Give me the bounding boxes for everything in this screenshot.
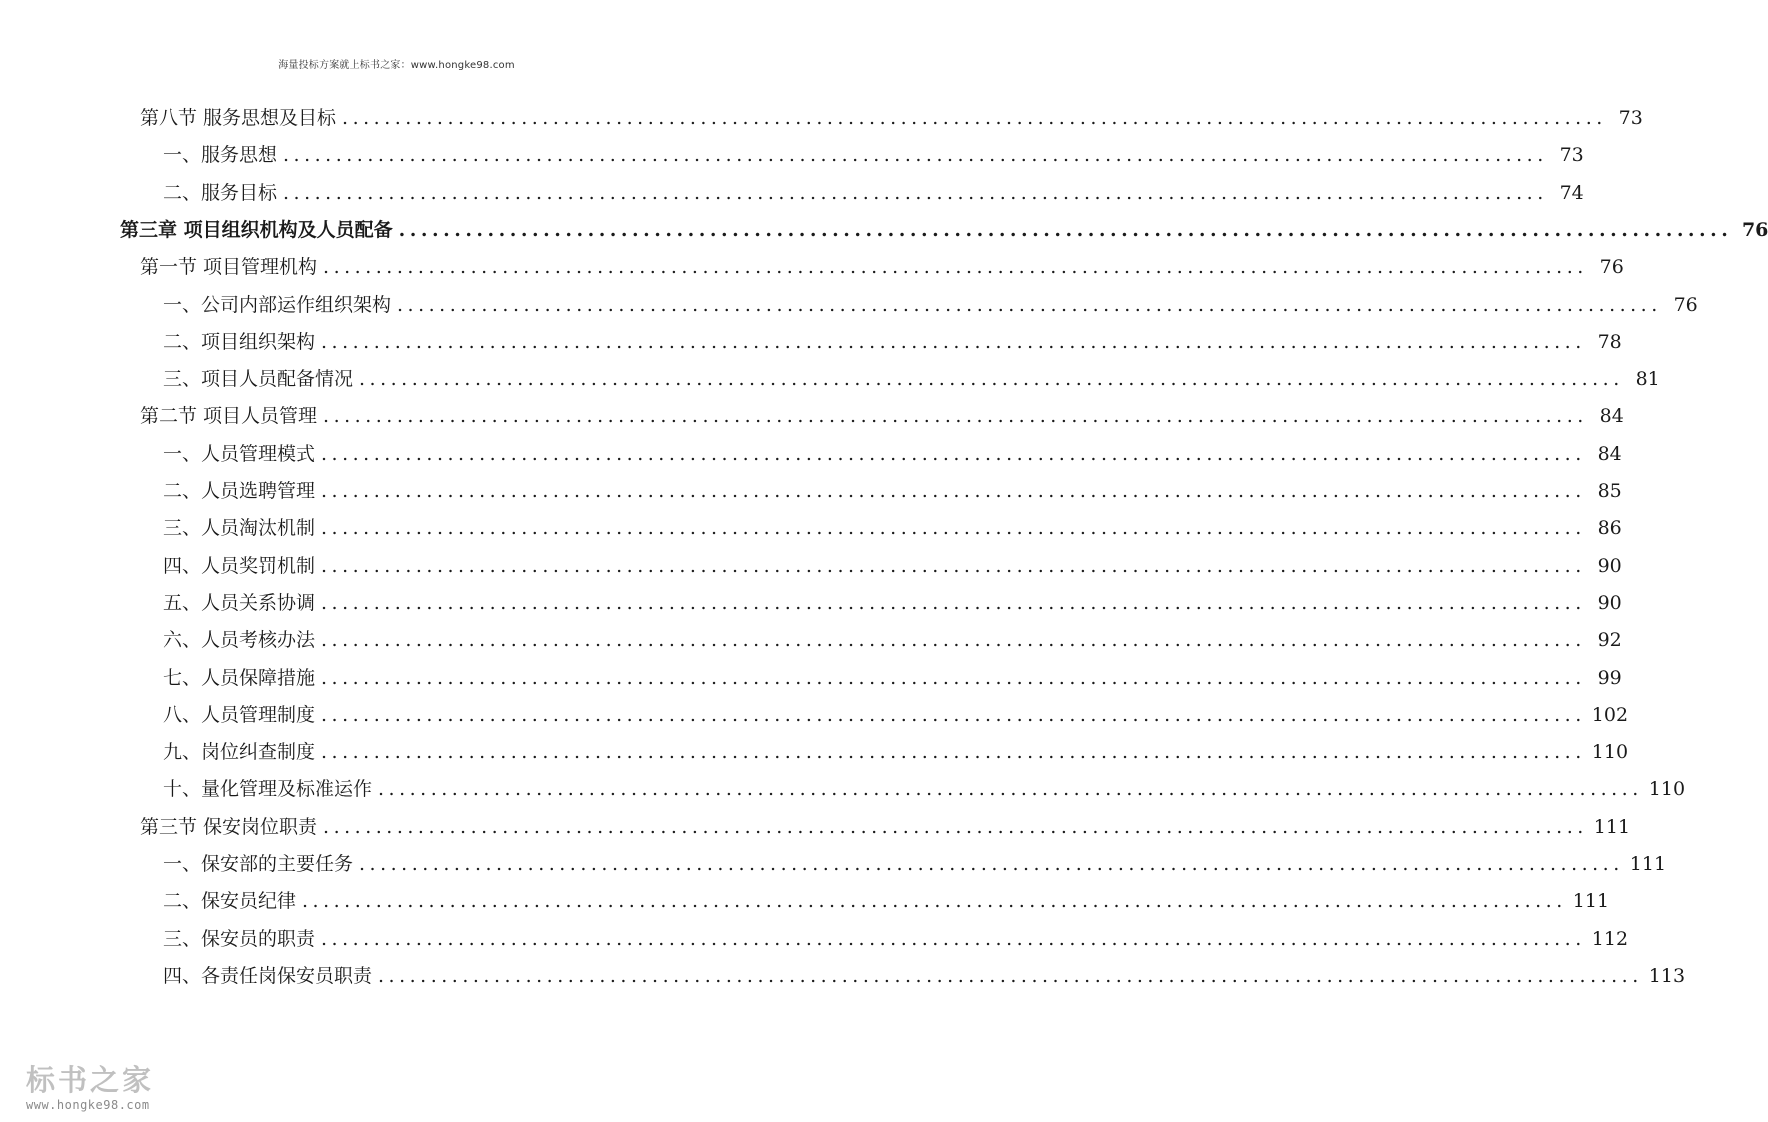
toc-leader-dots: ........................................................................................................................	[321, 703, 1586, 726]
toc-entry[interactable]	[163, 510, 1622, 547]
toc-entry-title: 三、人员淘汰机制	[163, 517, 316, 540]
toc-entry-page: 102	[1591, 703, 1629, 726]
toc-entry[interactable]	[163, 324, 1622, 361]
toc-entry-title: 七、人员保障措施	[163, 666, 316, 689]
toc-entry-title: 四、各责任岗保安员职责	[163, 964, 373, 987]
toc-entry-title: 一、服务思想	[163, 144, 278, 167]
toc-entry-page: 99	[1597, 666, 1622, 689]
toc-entry-title: 一、公司内部运作组织架构	[163, 293, 392, 316]
toc-leader-dots: ........................................................................................................................	[302, 890, 1567, 913]
toc-leader-dots: ........................................................................................................................	[359, 368, 1624, 391]
toc-leader-dots: ........................................................................................................................	[283, 181, 1548, 204]
toc-entry-title: 第一节 项目管理机构	[140, 256, 318, 279]
toc-entry[interactable]	[163, 175, 1584, 212]
toc-leader-dots: ........................................................................................................................	[378, 964, 1643, 987]
toc-leader-dots: ........................................................................................................................	[321, 480, 1586, 502]
toc-entry[interactable]	[163, 846, 1667, 883]
toc-entry-title: 三、保安员的职责	[163, 927, 316, 950]
toc-entry[interactable]	[163, 473, 1622, 510]
toc-leader-dots: ........................................................................................................................	[321, 554, 1586, 577]
toc-entry-title: 一、人员管理模式	[163, 442, 316, 465]
logo-url: www.hongke98.com	[26, 1098, 150, 1112]
toc-entry-page: 111	[1629, 853, 1667, 875]
toc-leader-dots: ........................................................................................................................	[398, 218, 1733, 241]
toc-leader-dots: ........................................................................................................................	[321, 666, 1586, 689]
footer-logo	[26, 1062, 166, 1118]
toc-entry-page: 78	[1597, 330, 1622, 353]
toc-entry-title: 第八节 服务思想及目标	[140, 107, 337, 129]
toc-entry-title: 六、人员考核办法	[163, 629, 316, 652]
toc-entry-page: 111	[1572, 890, 1610, 913]
toc-entry[interactable]	[163, 697, 1629, 734]
toc-entry[interactable]	[163, 585, 1622, 622]
toc-entry[interactable]	[163, 137, 1584, 174]
toc-leader-dots: ........................................................................................................................	[321, 591, 1586, 614]
toc-entry-title: 二、保安员纪律	[163, 890, 297, 913]
toc-entry-page: 76	[1673, 293, 1698, 316]
toc-entry-title: 五、人员关系协调	[163, 591, 316, 614]
toc-entry-page: 92	[1597, 629, 1622, 652]
toc-entry-page: 111	[1593, 815, 1631, 838]
toc-entry-title: 八、人员管理制度	[163, 703, 316, 726]
toc-entry-page: 113	[1648, 964, 1686, 987]
toc-entry-page: 110	[1591, 741, 1629, 764]
toc-entry-page: 73	[1559, 144, 1584, 167]
toc-leader-dots: ........................................................................................................................	[378, 778, 1643, 801]
toc-entry[interactable]	[163, 361, 1660, 398]
toc-entry-page: 76	[1741, 218, 1768, 241]
toc-entry-page: 110	[1648, 778, 1686, 801]
toc-leader-dots: ........................................................................................................................	[323, 815, 1588, 838]
toc-entry[interactable]	[163, 548, 1622, 585]
toc-entry-title: 九、岗位纠查制度	[163, 741, 316, 764]
toc-leader-dots: ........................................................................................................................	[321, 629, 1586, 652]
toc-leader-dots: ........................................................................................................................	[321, 927, 1586, 950]
toc-entry-title: 四、人员奖罚机制	[163, 554, 316, 577]
toc-entry[interactable]	[163, 958, 1686, 995]
toc-leader-dots: ........................................................................................................................	[342, 107, 1607, 129]
toc-leader-dots: ........................................................................................................................	[321, 517, 1586, 540]
toc-entry[interactable]	[163, 660, 1622, 697]
toc-entry-title: 一、保安部的主要任务	[163, 853, 354, 875]
toc-leader-dots: ........................................................................................................................	[323, 256, 1588, 279]
toc-entry-page: 112	[1591, 927, 1629, 950]
toc-entry-page: 84	[1597, 442, 1622, 465]
toc-entry-page: 81	[1635, 368, 1660, 391]
toc-entry[interactable]	[163, 734, 1629, 771]
toc-leader-dots: ........................................................................................................................	[323, 405, 1588, 428]
page-header: 海量投标方案就上标书之家：www.hongke98.com	[278, 60, 515, 71]
toc-entry-title: 二、人员选聘管理	[163, 480, 316, 502]
toc-entry[interactable]	[163, 883, 1610, 920]
toc-entry-page: 90	[1597, 591, 1622, 614]
toc-entry-title: 二、项目组织架构	[163, 330, 316, 353]
toc-entry-title: 三、项目人员配备情况	[163, 368, 354, 391]
toc-entry[interactable]	[163, 436, 1622, 473]
toc-entry[interactable]	[120, 212, 1768, 249]
toc-entry-page: 76	[1599, 256, 1624, 279]
toc-entry-page: 74	[1559, 181, 1584, 204]
toc-entry[interactable]	[163, 622, 1622, 659]
toc-entry[interactable]	[163, 287, 1698, 324]
logo-text: 标书之家	[26, 1063, 155, 1097]
toc-leader-dots: ........................................................................................................................	[321, 741, 1586, 764]
toc-entry[interactable]	[140, 398, 1624, 435]
toc-leader-dots: ........................................................................................................................	[359, 853, 1624, 875]
toc-leader-dots: ........................................................................................................................	[283, 144, 1548, 167]
toc-entry[interactable]	[140, 249, 1624, 286]
toc-entry[interactable]	[140, 809, 1631, 846]
toc-entry-page: 84	[1599, 405, 1624, 428]
toc-entry[interactable]	[163, 921, 1629, 958]
toc-leader-dots: ........................................................................................................................	[321, 330, 1586, 353]
toc-entry-title: 第三章 项目组织机构及人员配备	[120, 218, 393, 241]
toc-entry-title: 第三节 保安岗位职责	[140, 815, 318, 838]
toc-entry-page: 73	[1618, 107, 1643, 129]
toc-entry-title: 十、量化管理及标准运作	[163, 778, 373, 801]
toc-leader-dots: ........................................................................................................................	[397, 293, 1662, 316]
toc-entry[interactable]	[163, 771, 1686, 808]
toc-leader-dots: ........................................................................................................................	[321, 442, 1586, 465]
toc-entry-title: 二、服务目标	[163, 181, 278, 204]
toc-entry-page: 90	[1597, 554, 1622, 577]
toc-entry-page: 86	[1597, 517, 1622, 540]
toc-entry-page: 85	[1597, 480, 1622, 502]
toc-entry-title: 第二节 项目人员管理	[140, 405, 318, 428]
toc-entry[interactable]	[140, 100, 1643, 137]
